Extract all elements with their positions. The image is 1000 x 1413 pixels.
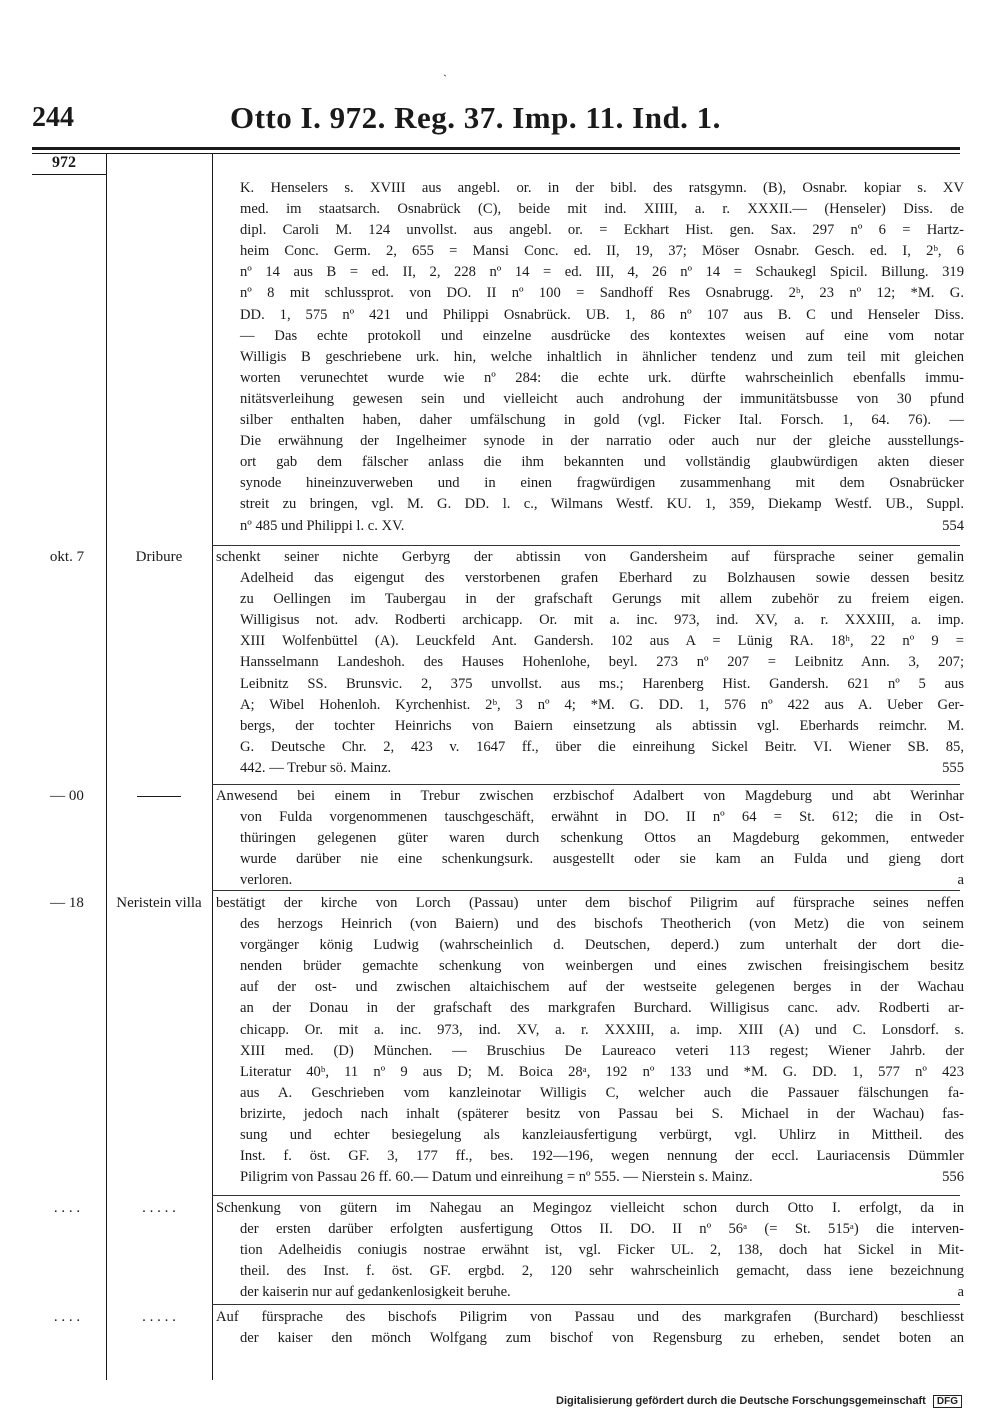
entry-line: Die erwähnung der Ingelheimer synode in der narratio oder auch nur der gleiche ausstellungs- bbox=[240, 433, 964, 450]
entry-line: DD. 1, 575 nº 421 und Philippi Osnabrück. UB. 1, 86 nº 107 aus B. C und Henseler Diss. bbox=[240, 306, 964, 323]
entry-line: Adelheid das eigengut des verstorbenen grafen Eberhard zu Bolzhausen sowie dessen besitz bbox=[240, 570, 964, 587]
entry-line: aus A. Geschrieben vom kanzleinotar Willigis C, welcher auch die Passauer fälschungen fa- bbox=[240, 1084, 964, 1101]
entry-line-text: 442. — Trebur sö. Mainz. bbox=[240, 759, 392, 776]
year-underline bbox=[32, 174, 107, 175]
page-title: Otto I. 972. Reg. 37. Imp. 11. Ind. 1. bbox=[230, 100, 721, 135]
entry-line: worten verunechtet wurde wie nº 284: die echte urk. dürfte wahrscheinlich ebenfalls immu- bbox=[240, 369, 964, 386]
entry-line: dipl. Caroli M. 124 unvollst. aus angebl. or. = Eckhart Hist. gen. Sax. 297 nº 6 = Hartz- bbox=[240, 222, 964, 239]
header-rule-thick bbox=[32, 147, 960, 150]
entry-line: nenden brüder gemachte schenkung von weinbergen und eines zwischen freisingischem besitz bbox=[240, 958, 964, 975]
funding-note bbox=[556, 1395, 962, 1408]
column-separator-date bbox=[106, 154, 107, 1380]
entry-line: thüringen gelegenen güter waren durch schenkung Ottos an Magdeburg gekommen, entweder bbox=[240, 830, 964, 847]
entry-line: Inst. f. öst. GF. 3, 177 ff., bes. 192—196, wegen nennung der eccl. Lauriacensis Dümmler bbox=[240, 1148, 964, 1165]
entry-place: . . . . . bbox=[142, 1200, 176, 1216]
entry-date: okt. 7 bbox=[49, 549, 85, 565]
regest-entry bbox=[216, 893, 964, 1188]
regest-entry bbox=[216, 1307, 964, 1349]
entry-place: Dribure bbox=[135, 549, 183, 565]
regest-number: a bbox=[957, 872, 964, 889]
regest-entry bbox=[240, 178, 964, 537]
entry-line: theil. des Inst. f. öst. GF. ergbd. 2, 120 sehr wahrscheinlich gemacht, dass iene bezeichnung bbox=[240, 1263, 964, 1280]
entry-line: heim Conc. Germ. 2, 655 = Mansi Conc. ed. II, 19, 37; Möser Osnabr. Gesch. ed. I, 2ᵇ, 6 bbox=[240, 243, 964, 260]
entry-line-text: Piligrim von Passau 26 ff. 60.— Datum und einreihung = nº 555. — Nierstein s. Mainz. bbox=[240, 1169, 753, 1186]
regest-number: a bbox=[957, 1284, 964, 1301]
entry-line: nitätsverleihung gewesen sein und vielleicht auch androhung der immunitätsbusse von 30 pfund bbox=[240, 390, 964, 407]
entry-line: auf der ost- und zwischen altaichischem auf der westseite gelegenen berges in der Wachau bbox=[240, 979, 964, 996]
entry-date: . . . . bbox=[53, 1309, 81, 1325]
entry-line: nº 8 mit schlussprot. von DO. II nº 100 = Sandhoff Res Osnabrugg. 2ᵇ, 23 nº 12; *M. G. bbox=[240, 285, 964, 302]
entry-line-text: nº 485 und Philippi l. c. XV. bbox=[240, 517, 405, 534]
entry-divider bbox=[212, 1304, 960, 1305]
regest-number: 556 bbox=[942, 1169, 964, 1186]
entry-line: K. Henselers s. XVIII aus angebl. or. in der bibl. des ratsgymn. (B), Osnabr. kopiar s. XV bbox=[240, 180, 964, 196]
entry-place: Neristein villa bbox=[116, 895, 202, 911]
entry-line: synode hineinzuverweben und in einen fragwürdigen zusammenhang mit dem Osnabrücker bbox=[240, 475, 964, 492]
entry-line: streit zu bringen, vgl. M. G. DD. l. c., Wilmans Westf. KU. 1, 359, Diekamp Westf. UB., Suppl. bbox=[240, 496, 964, 513]
entry-line: chicapp. Or. mit a. inc. 973, ind. XV, a. r. XXXIII, a. imp. XIII (A) und C. Lonsdorf. s. bbox=[240, 1021, 964, 1038]
regest-entry bbox=[216, 786, 964, 891]
entry-divider bbox=[212, 1195, 960, 1196]
entry-line bbox=[216, 1282, 964, 1303]
regest-entry bbox=[216, 547, 964, 779]
entry-line: Willigis B geschriebene urk. hin, welche inhaltlich in ähnlicher tendenz und zum teil mit gleichen bbox=[240, 348, 964, 365]
entry-line-text: verloren. bbox=[240, 872, 293, 889]
entry-line bbox=[216, 1167, 964, 1188]
entry-line: des herzogs Heinrich (von Baiern) und des bischofs Theotherich (von Metz) die von seinem bbox=[240, 916, 964, 933]
entry-line: der ersten darüber erfolgten ausfertigung Ottos II. DO. II nº 56ᵃ (= St. 515ᵃ) die interven- bbox=[240, 1221, 964, 1238]
entry-line: ort gab dem fälscher anlass die ihm bekannten und vollständig glaubwürdigen akten dieser bbox=[240, 454, 964, 471]
entry-line: sung und echter besiegelung als kanzleiausfertigung verbürgt, vgl. Uhlirz in Mittheil. des bbox=[240, 1127, 964, 1144]
scan-mark: ˋ bbox=[443, 72, 447, 86]
entry-line: Willigisus not. adv. Rodberti archicapp. Or. mit a. inc. 973, ind. XV, a. r. XXXIII, a. imp. bbox=[240, 612, 964, 629]
entry-line: A; Wibel Hohenloh. Kyrchenhist. 2ᵇ, 3 nº 4; *M. G. DD. 1, 576 nº 422 aus A. Ueber Ger- bbox=[240, 696, 964, 713]
place-dash bbox=[137, 796, 181, 797]
entry-date: — 00 bbox=[50, 788, 84, 804]
entry-line: Auf fürsprache des bischofs Piligrim von Passau und des markgrafen (Burchard) beschliesst bbox=[216, 1309, 964, 1325]
entry-line: Leibnitz SS. Brunsvic. 2, 375 unvollst. aus ms.; Harenberg Hist. Gandersh. 621 nº 5 aus bbox=[240, 675, 964, 692]
entry-line: XIII med. (D) München. — Bruschius De Laureaco veteri 113 regest; Wiener Jahrb. der bbox=[240, 1042, 964, 1059]
header-rule-thin bbox=[32, 153, 960, 154]
entry-line bbox=[216, 758, 964, 779]
entry-line: XIII Wolfenbüttel (A). Leuckfeld Ant. Gandersh. 102 aus A = Lünig RA. 18ʰ, 22 nº 9 = bbox=[240, 633, 964, 650]
entry-line: brizirte, jedoch nach inhalt (späterer besitz von Passau bei S. Michael in der Wachau) fas- bbox=[240, 1105, 964, 1122]
entry-line: silber enthalten haben, daher umfälschung in gold (vgl. Ficker Ital. Forsch. 1, 64. 76). — bbox=[240, 412, 964, 429]
entry-line: an der Donau in der grafschaft des markgrafen Burchard. Willigisus canc. adv. Rodberti ar- bbox=[240, 1000, 964, 1017]
entry-line: med. im staatsarch. Osnabrück (C), beide mit ind. XIIII, a. r. XXXII.— (Henseler) Diss. de bbox=[240, 201, 964, 218]
entry-line bbox=[216, 870, 964, 891]
entry-line: nº 14 aus B = ed. II, 2, 228 nº 14 = ed. III, 4, 26 nº 14 = Schaukegl Spicil. Billung. 319 bbox=[240, 264, 964, 281]
entry-line: wurde darüber nie eine schenkungsurk. ausgestellt oder sie kam an Fulda und gieng dort bbox=[240, 851, 964, 868]
entry-line: von Fulda vorgenommenen tauschgeschäft, erwähnt in DO. II nº 64 = St. 612; die in Ost- bbox=[240, 809, 964, 826]
entry-divider bbox=[212, 784, 960, 785]
entry-line: bestätigt der kirche von Lorch (Passau) unter dem bischof Piligrim auf fürsprache seines neffen bbox=[216, 895, 964, 911]
regest-number: 554 bbox=[942, 517, 964, 534]
funding-note-text: Digitalisierung gefördert durch die Deutsche Forschungsgemeinschaft bbox=[556, 1395, 926, 1407]
entry-line: Anwesend bei einem in Trebur zwischen erzbischof Adalbert von Magdeburg und abt Werinhar bbox=[216, 788, 964, 804]
entry-line: — Das echte protokoll und einzelne ausdrücke des kontextes weisen auf eine vom notar bbox=[240, 327, 964, 344]
column-separator-place bbox=[212, 154, 213, 1380]
entry-line: vorgänger könig Ludwig (wahrscheinlich d. Deutschen, deperd.) zum unterhalt der dort die- bbox=[240, 937, 964, 954]
year-label: 972 bbox=[52, 154, 76, 171]
entry-divider bbox=[212, 545, 960, 546]
entry-line bbox=[240, 516, 964, 537]
entry-line: Hansselmann Landeshoh. des Hauses Hohenlohe, beyl. 273 nº 207 = Leibnitz Ann. 3, 207; bbox=[240, 654, 964, 671]
entry-line: schenkt seiner nichte Gerbyrg der abtissin von Gandersheim auf fürsprache seiner gemalin bbox=[216, 549, 964, 565]
dfg-logo: DFG bbox=[933, 1395, 962, 1408]
entry-line: Schenkung von gütern im Nahegau an Megingoz vielleicht schon durch Otto I. erfolgt, da in bbox=[216, 1200, 964, 1216]
entry-line: bergs, der tochter Heinrichs von Baiern einsetzung als abtissin vgl. Eberhards reimchr. M. bbox=[240, 717, 964, 734]
regest-number: 555 bbox=[942, 759, 964, 776]
entry-place-blank bbox=[108, 786, 210, 807]
regest-entry bbox=[216, 1198, 964, 1303]
page-number: 244 bbox=[32, 102, 74, 133]
entry-date: — 18 bbox=[50, 895, 84, 911]
entry-line: Literatur 40ᵇ, 11 nº 9 aus D; M. Boica 28ᵃ, 192 nº 133 und *M. G. DD. 1, 577 nº 423 bbox=[240, 1063, 964, 1080]
entry-line: zu Oellingen im Taubergau in der grafschaft Gerungs mit allem zubehör zu freiem eigen. bbox=[240, 591, 964, 608]
entry-place: . . . . . bbox=[142, 1309, 176, 1325]
entry-date: . . . . bbox=[53, 1200, 81, 1216]
entry-line: G. Deutsche Chr. 2, 423 v. 1647 ff., über die einreihung Sickel Beitr. VI. Wiener SB. 85, bbox=[240, 738, 964, 755]
entry-line: tion Adelheidis coniugis nostrae erwähnt ist, vgl. Ficker UL. 2, 138, doch hat Sickel in Mit- bbox=[240, 1242, 964, 1259]
entry-line-text: der kaiserin nur auf gedankenlosigkeit beruhe. bbox=[240, 1284, 511, 1301]
entry-line: der kaiser den mönch Wolfgang zum bischof von Regensburg zu erheben, sendet boten an bbox=[240, 1330, 964, 1347]
